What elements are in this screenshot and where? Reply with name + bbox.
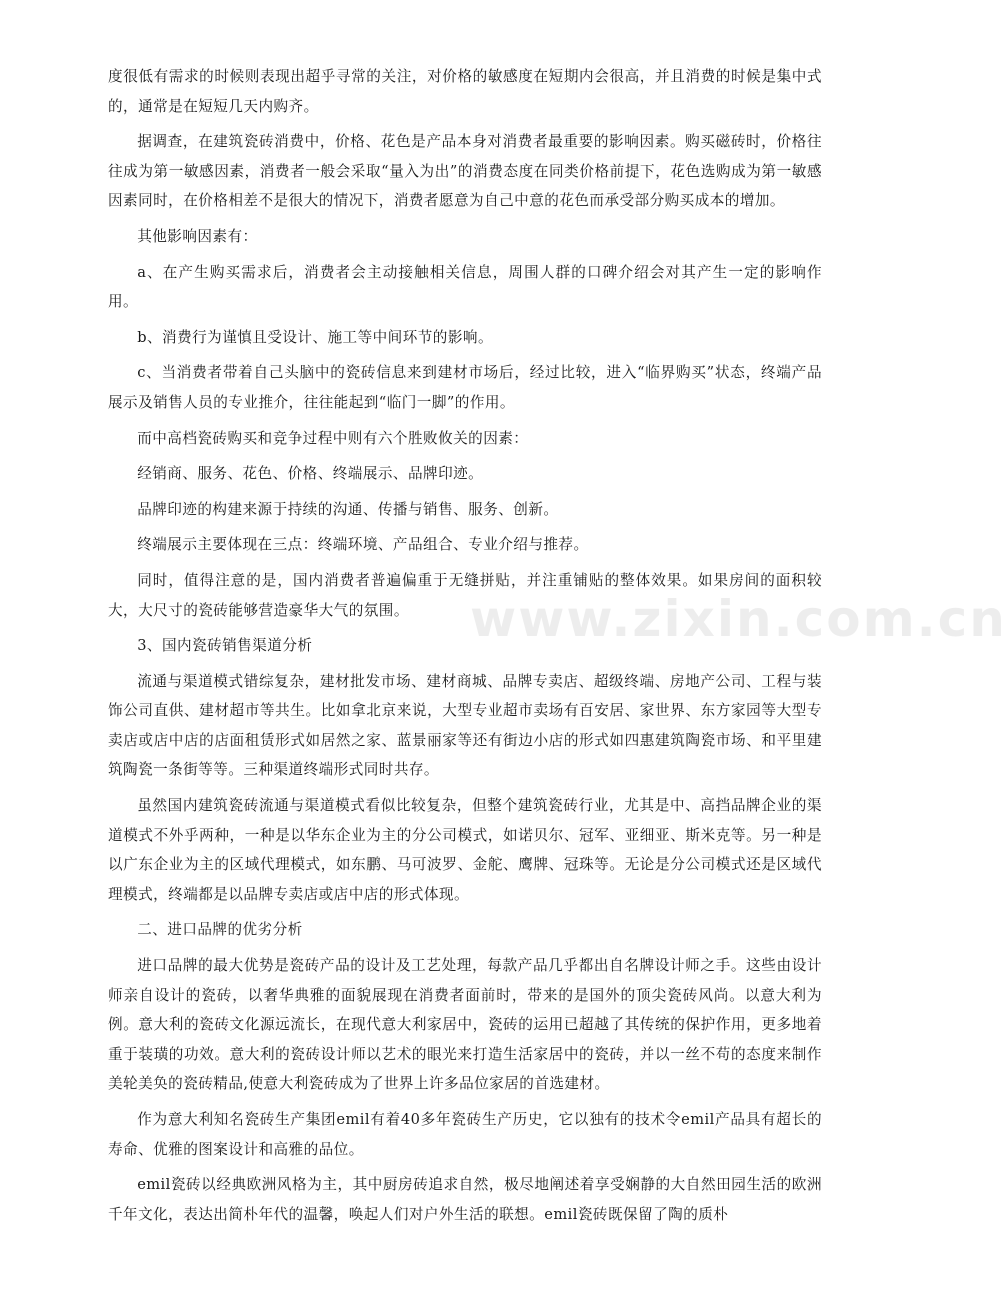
paragraph-3: 其他影响因素有： xyxy=(137,227,258,245)
paragraph-13: 流通与渠道模式错综复杂，建材批发市场、建材商城、品牌专卖店、超级终端、房地产公司、工程与装饰公司直供、建材超市等共生。比如拿北京来说，大型专业超市卖场有百安居、家世界、东方家园等大型专卖店或店中店的店面租赁形式如居然之家、蓝景丽家等还有街边小店的形式如四惠建筑陶瓷市场、和平里建筑陶瓷一条街等等。三种渠道终端形式同时共存。 xyxy=(108,672,822,779)
paragraph-2: 据调查，在建筑瓷砖消费中，价格、花色是产品本身对消费者最重要的影响因素。购买磁砖时，价格往往成为第一敏感因素，消费者一般会采取“量入为出”的消费态度在同类价格前提下，花色选购成为第一敏感因素同时，在价格相差不是很大的情况下，消费者愿意为自己中意的花色而承受部分购买成本的增加。 xyxy=(108,133,822,210)
paragraph-4: a、在产生购买需求后，消费者会主动接触相关信息，周围人群的口碑介绍会对其产生一定的影响作用。 xyxy=(108,263,822,311)
section-heading-channels: 3、国内瓷砖销售渠道分析 xyxy=(137,637,313,655)
paragraph-1: 度很低有需求的时候则表现出超乎寻常的关注，对价格的敏感度在短期内会很高，并且消费的时候是集中式的，通常是在短短几天内购齐。 xyxy=(108,68,822,115)
paragraph-6: c、当消费者带着自己头脑中的瓷砖信息来到建材市场后，经过比较，进入“临界购买”状态，终端产品展示及销售人员的专业推介，往往能起到“临门一脚”的作用。 xyxy=(108,364,822,411)
document-body xyxy=(108,62,822,1235)
paragraph-5: b、消费行为谨慎且受设计、施工等中间环节的影响。 xyxy=(137,328,493,346)
paragraph-10: 终端展示主要体现在三点：终端环境、产品组合、专业介绍与推荐。 xyxy=(137,536,589,554)
paragraph-18: emil瓷砖以经典欧洲风格为主，其中厨房砖追求自然，极尽地阐述着享受娴静的大自然田园生活的欧洲千年文化，表达出简朴年代的温馨，唤起人们对户外生活的联想。emil瓷砖既保留了陶的质朴 xyxy=(108,1176,822,1223)
paragraph-14: 虽然国内建筑瓷砖流通与渠道模式看似比较复杂，但整个建筑瓷砖行业，尤其是中、高挡品牌企业的渠道模式不外乎两种，一种是以华东企业为主的分公司模式，如诺贝尔、冠军、亚细亚、斯米克等。另一种是以广东企业为主的区域代理模式，如东鹏、马可波罗、金舵、鹰牌、冠珠等。无论是分公司模式还是区域代理模式，终端都是以品牌专卖店或店中店的形式体现。 xyxy=(108,797,822,903)
watermark: www.zixin.com.cn xyxy=(470,590,1007,648)
paragraph-7: 而中高档瓷砖购买和竞争过程中则有六个胜败攸关的因素： xyxy=(137,429,529,447)
paragraph-8: 经销商、服务、花色、价格、终端展示、品牌印迹。 xyxy=(137,465,484,483)
paragraph-16: 进口品牌的最大优势是瓷砖产品的设计及工艺处理，每款产品几乎都出自名牌设计师之手。这些由设计师亲自设计的瓷砖，以奢华典雅的面貌展现在消费者面前时，带来的是国外的顶尖瓷砖风尚。以意大利为例。意大利的瓷砖文化源远流长，在现代意大利家居中，瓷砖的运用已超越了其传统的保护作用，更多地着重于装璜的功效。意大利的瓷砖设计师以艺术的眼光来打造生活家居中的瓷砖，并以一丝不苟的态度来制作美轮美奂的瓷砖精品,使意大利瓷砖成为了世界上许多品位家居的首选建材。 xyxy=(108,957,822,1093)
paragraph-17: 作为意大利知名瓷砖生产集团emil有着40多年瓷砖生产历史，它以独有的技术令emil产品具有超长的寿命、优雅的图案设计和高雅的品位。 xyxy=(108,1111,822,1158)
paragraph-11: 同时，值得注意的是，国内消费者普遍偏重于无缝拼贴，并注重铺贴的整体效果。如果房间的面积较大，大尺寸的瓷砖能够营造豪华大气的氛围。 xyxy=(108,571,822,619)
section-heading-imports: 二、进口品牌的优劣分析 xyxy=(137,921,303,939)
paragraph-9: 品牌印迹的构建来源于持续的沟通、传播与销售、服务、创新。 xyxy=(137,500,559,518)
